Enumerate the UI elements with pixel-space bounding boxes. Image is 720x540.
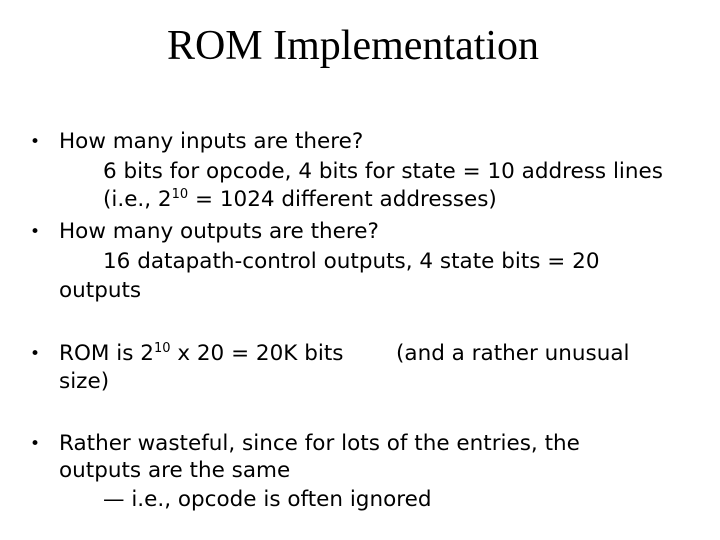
wasteful-cont: outputs are the same bbox=[59, 458, 291, 483]
bullet-marker: • bbox=[30, 434, 41, 454]
rom-size-cont: size) bbox=[59, 369, 110, 394]
rom-size-aside: (and a rather unusual bbox=[396, 341, 630, 366]
bullet-outputs: How many outputs are there? bbox=[59, 219, 379, 244]
outputs-detail-cont: outputs bbox=[59, 278, 142, 303]
bullet-marker: • bbox=[30, 132, 41, 152]
bullet-wasteful: Rather wasteful, since for lots of the entries, the bbox=[59, 431, 580, 456]
bullet-inputs: How many inputs are there? bbox=[59, 129, 364, 154]
bullet-rom-size: ROM is $2^{10}$ x 20 = 20K bits bbox=[59, 341, 344, 366]
inputs-address-note: (i.e., $2^{10} = 1024$ different addresses) bbox=[103, 187, 497, 212]
outputs-detail: 16 datapath-control outputs, 4 state bits = 20 bbox=[103, 249, 600, 274]
bullet-marker: • bbox=[30, 344, 41, 364]
inputs-detail: 6 bits for opcode, 4 bits for state = 10 address lines bbox=[103, 159, 663, 184]
slide-title: ROM Implementation bbox=[166, 23, 540, 69]
wasteful-detail: — i.e., opcode is often ignored bbox=[103, 487, 432, 512]
bullet-marker: • bbox=[30, 222, 41, 242]
